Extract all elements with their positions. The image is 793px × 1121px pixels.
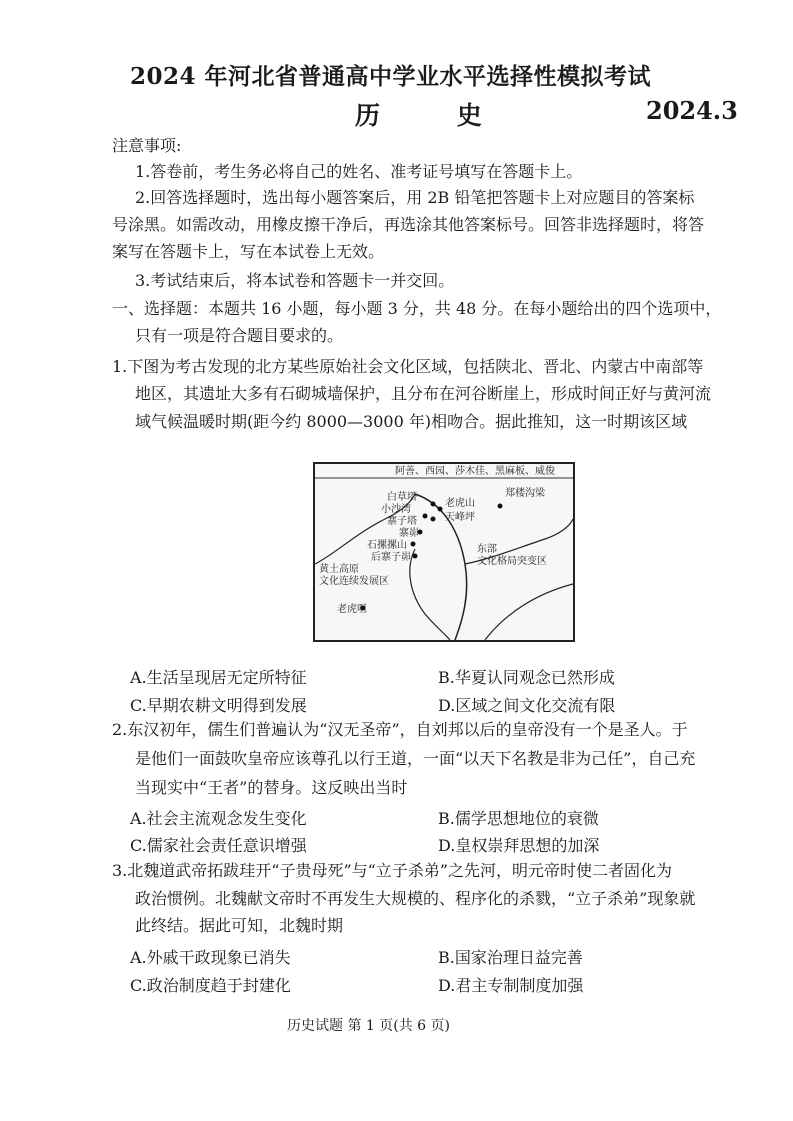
label-houzhaizi: 后寨子峁 xyxy=(371,552,411,563)
site-dot-xiaoshawan xyxy=(423,514,428,519)
q2-stem-line-3: 当现实中“王者”的替身。这反映出当时 xyxy=(135,778,408,797)
site-dot-houzhaizi xyxy=(413,554,418,559)
q3-option-c[interactable]: C.政治制度趋于封建化 xyxy=(130,976,291,995)
exam-title: 2024 年河北省普通高中学业水平选择性模拟考试 xyxy=(130,63,652,90)
site-dot-zhengshan xyxy=(498,504,503,509)
label-huangtu-2: 文化连续发展区 xyxy=(319,576,389,587)
section-1-heading: 一、选择题：本题共 16 小题，每小题 3 分，共 48 分。在每小题给出的四个选项中， xyxy=(112,299,722,318)
q3-stem-line-1: 3.北魏道武帝拓跋珪开“子贵母死”与“立子杀弟”之先河，明元帝时使二者固化为 xyxy=(112,861,672,880)
label-laohushan: 老虎山 xyxy=(445,498,475,509)
q2-stem-line-2: 是他们一面鼓吹皇帝应该尊孔以行王道，一面“以天下名教是非为己任”，自己充 xyxy=(135,749,696,768)
archaeology-map xyxy=(313,462,575,642)
label-zhaihao: 寨峁 xyxy=(399,528,419,539)
central-boundary-line xyxy=(410,549,450,640)
label-dongbu-2: 文化格局突变区 xyxy=(477,556,547,567)
q1-option-c[interactable]: C.早期农耕文明得到发展 xyxy=(130,696,307,715)
q3-option-d[interactable]: D.君主专制制度加强 xyxy=(438,976,584,995)
exam-date: 2024.3 xyxy=(646,96,738,125)
label-tianfeng: 天峰坪 xyxy=(445,512,475,523)
q1-option-d[interactable]: D.区域之间文化交流有限 xyxy=(438,696,616,715)
label-dongbu-1: 东部 xyxy=(477,544,497,555)
notice-heading: 注意事项: xyxy=(112,136,182,155)
q1-stem-line-1: 1.下图为考古发现的北方某些原始社会文化区域，包括陕北、晋北、内蒙古中南部等 xyxy=(112,357,704,376)
q3-option-a[interactable]: A.外戚干政现象已消失 xyxy=(130,948,291,967)
southeast-boundary-line xyxy=(485,584,573,640)
label-huangtu-1: 黄土高原 xyxy=(319,564,359,575)
site-dot-shidiaoshan xyxy=(411,542,416,547)
notice-item-2-line-1: 2.回答选择题时，选出每小题答案后，用 2B 铅笔把答题卡上对应题目的答案标 xyxy=(135,188,695,207)
label-laohuzui: 老虎咀 xyxy=(337,604,367,615)
map-svg xyxy=(315,464,573,640)
q2-option-b[interactable]: B.儒学思想地位的衰微 xyxy=(438,809,599,828)
q2-option-c[interactable]: C.儒家社会责任意识增强 xyxy=(130,836,307,855)
site-dot-baicaota xyxy=(431,502,436,507)
label-baicaota: 白草塔 xyxy=(387,492,417,503)
notice-item-2-line-3: 案写在答题卡上，写在本试卷上无效。 xyxy=(112,242,385,261)
q1-option-b[interactable]: B.华夏认同观念已然形成 xyxy=(438,668,615,687)
q2-option-d[interactable]: D.皇权崇拜思想的加深 xyxy=(438,836,600,855)
notice-item-1: 1.答卷前，考生务必将自己的姓名、准考证号填写在答题卡上。 xyxy=(135,162,583,181)
map-top-label: 阿善、西园、莎木佳、黑麻板、威俊 xyxy=(395,466,555,477)
q3-stem-line-3: 此终结。据此可知，北魏时期 xyxy=(135,916,344,935)
notice-item-3: 3.考试结束后，将本试卷和答题卡一并交回。 xyxy=(135,271,455,290)
site-dot-zhaizita xyxy=(431,517,436,522)
section-1-note: 只有一项是符合题目要求的。 xyxy=(135,326,344,345)
subject-title: 历 史 xyxy=(355,101,516,130)
page-footer: 历史试题 第 1 页(共 6 页) xyxy=(287,1018,450,1034)
label-shidiaoshan: 石摞摞山 xyxy=(367,540,407,551)
q1-option-a[interactable]: A.生活呈现居无定所特征 xyxy=(130,668,307,687)
label-xiaoshawan: 小沙湾 xyxy=(381,504,411,515)
notice-item-2-line-2: 号涂黑。如需改动，用橡皮擦干净后，再选涂其他答案标号。回答非选择题时，将答 xyxy=(112,215,705,234)
label-zhaizita: 寨子塔 xyxy=(387,516,417,527)
q1-stem-line-2: 地区，其遗址大多有石砌城墙保护，且分布在河谷断崖上，形成时间正好与黄河流 xyxy=(135,384,712,403)
q1-stem-line-3: 域气候温暖时期(距今约 8000—3000 年)相吻合。据此推知，这一时期该区域 xyxy=(135,412,688,431)
site-dot-laohushan xyxy=(438,507,443,512)
label-zhengshan: 郑楼沟梁 xyxy=(505,488,545,499)
q3-option-b[interactable]: B.国家治理日益完善 xyxy=(438,948,583,967)
q3-stem-line-2: 政治惯例。北魏献文帝时不再发生大规模的、程序化的杀戮，“立子杀弟”现象就 xyxy=(135,889,696,908)
q2-stem-line-1: 2.东汉初年，儒生们普遍认为“汉无圣帝”，自刘邦以后的皇帝没有一个是圣人。于 xyxy=(112,720,688,739)
q2-option-a[interactable]: A.社会主流观念发生变化 xyxy=(130,809,307,828)
